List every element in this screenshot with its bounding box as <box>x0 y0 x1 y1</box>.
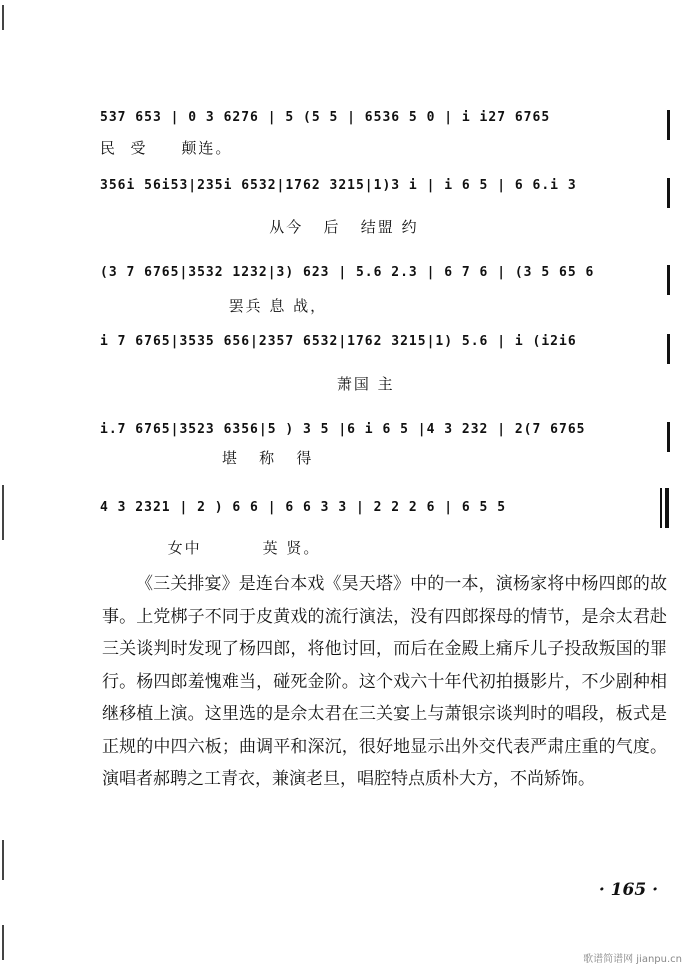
description-paragraph: 《三关排宴》是连台本戏《昊天塔》中的一本，演杨家将中杨四郎的故事。上党梆子不同于皮黄戏的流行演法，没有四郎探母的情节，是佘太君赴三关谈判时发现了杨四郎，将他讨回，而后在金殿上痛斥儿子投敌叛国的罪行。杨四郎羞愧难当，碰死金阶。这个戏六十年代初拍摄影片，不少剧种相继移植上演。这里选的是佘太君在三关宴上与萧银宗谈判时的唱段，板式是正规的中四六板；曲调平和深沉，很好地显示出外交代表严肃庄重的气度。演唱者郝聘之工青衣，兼演老旦，唱腔特点质朴大方，不尚矫饰。 <box>102 574 667 789</box>
score-notes: 4 3 2321 | 2 ) 6 6 | 6 6 3 3 | 2 2 2 6 | 6 5 5 <box>100 500 507 515</box>
margin-mark-bottom <box>2 925 4 960</box>
score-notes: i 7 6765|3535 656|2357 6532|1762 3215|1) 5.6 | i (i2i6 <box>100 334 577 349</box>
lyrics-line: 堪 称 得 <box>100 449 314 467</box>
margin-mark-low <box>2 840 4 880</box>
lyrics-line: 罢兵 息 战， <box>100 297 328 315</box>
description <box>102 568 667 796</box>
score-notes: i.7 6765|3523 6356|5 ) 3 5 |6 i 6 5 |4 3 232 | 2(7 6765 <box>100 422 586 437</box>
margin-mark-mid <box>2 485 4 540</box>
barline-end <box>667 178 670 208</box>
barline-end <box>667 265 670 295</box>
lyrics-line: 萧国 主 <box>100 375 395 393</box>
final-barline <box>660 488 669 528</box>
lyrics-line: 从今 后 结盟 约 <box>100 218 419 236</box>
lyrics-line: 女中 英 贤。 <box>100 539 321 557</box>
page-number: · 165 · <box>598 880 658 900</box>
barline-end <box>667 110 670 140</box>
score-notes: (3 7 6765|3532 1232|3) 623 | 5.6 2.3 | 6 7 6 | (3 5 65 6 <box>100 265 595 280</box>
barline-end <box>667 334 670 364</box>
lyrics-line: 民 受 颠连。 <box>100 139 233 157</box>
margin-mark-top <box>2 5 4 30</box>
score-notes: 537 653 | 0 3 6276 | 5 (5 5 | 6536 5 0 | i i27 6765 <box>100 110 551 125</box>
score-notes: 356i 56i53|235i 6532|1762 3215|1)3 i | i 6 5 | 6 6.i 3 <box>100 178 577 193</box>
watermark: 歌谱简谱网 jianpu.cn <box>583 954 682 965</box>
